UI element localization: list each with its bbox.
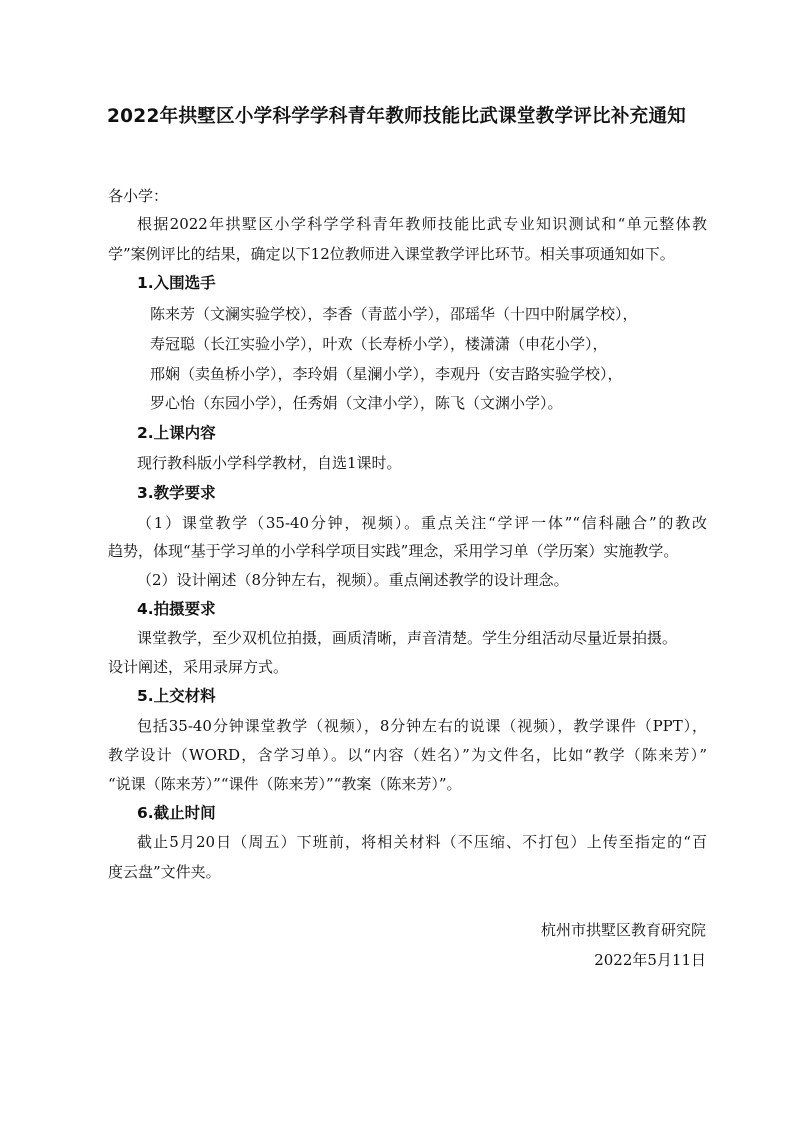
section-4-line: 设计阐述，采用录屏方式。	[108, 658, 289, 676]
intro-line-1: 根据2022年拱墅区小学科学学科青年教师技能比武专业知识测试和“单元整体教	[137, 215, 707, 233]
section-5-line: 教学设计（WORD，含学习单）。以“内容（姓名）”为文件名，比如“教学（陈来芳）”	[108, 746, 707, 764]
section-1-heading: 1.入围选手	[137, 274, 216, 292]
section-3-line: 趋势，体现“基于学习单的小学科学项目实践”理念，采用学习单（学历案）实施教学。	[108, 542, 679, 560]
section-6-heading: 6.截止时间	[137, 804, 216, 822]
section-6-line: 度云盘”文件夹。	[108, 863, 221, 881]
section-5-line: 包括35-40分钟课堂教学（视频），8分钟左右的说课（视频），教学课件（PPT），	[137, 717, 707, 735]
section-1-line: 罗心怡（东园小学），任秀娟（文津小学），陈飞（文渊小学）。	[150, 394, 563, 412]
intro-line-2: 学”案例评比的结果，确定以下12位教师进入课堂教学评比环节。相关事项通知如下。	[108, 245, 675, 263]
section-3-line: （2）设计阐述（8分钟左右，视频）。重点阐述教学的设计理念。	[137, 571, 569, 589]
section-1-line: 寿冠聪（长江实验小学），叶欢（长寿桥小学），楼潇潇（申花小学），	[150, 335, 608, 353]
section-4-heading: 4.拍摄要求	[137, 600, 216, 618]
section-3-line: （1）课堂教学（35-40分钟，视频）。重点关注“学评一体”“信科融合”的教改	[137, 514, 707, 532]
section-2-heading: 2.上课内容	[137, 424, 216, 442]
section-2-line: 现行教科版小学科学教材，自选1课时。	[137, 454, 402, 472]
section-1-line: 陈来芳（文澜实验学校），李香（青蓝小学），邵瑶华（十四中附属学校），	[150, 305, 638, 323]
document-title: 2022年拱墅区小学科学学科青年教师技能比武课堂教学评比补充通知	[106, 106, 687, 127]
section-4-line: 课堂教学，至少双机位拍摄，画质清晰，声音清楚。学生分组活动尽量近景拍摄。	[137, 629, 678, 647]
section-6-line: 截止5月20日（周五）下班前，将相关材料（不压缩、不打包）上传至指定的“百	[137, 833, 707, 851]
salutation: 各小学：	[108, 187, 169, 205]
section-5-line: “说课（陈来芳）”“课件（陈来芳）”“教案（陈来芳）”。	[108, 775, 462, 793]
section-5-heading: 5.上交材料	[137, 687, 216, 705]
section-1-line: 邢娴（卖鱼桥小学），李玲娟（星澜小学），李观丹（安吉路实验学校），	[150, 365, 623, 383]
signature-org: 杭州市拱墅区教育研究院	[540, 921, 706, 939]
signature-date: 2022年5月11日	[594, 951, 706, 969]
section-3-heading: 3.教学要求	[137, 484, 216, 502]
